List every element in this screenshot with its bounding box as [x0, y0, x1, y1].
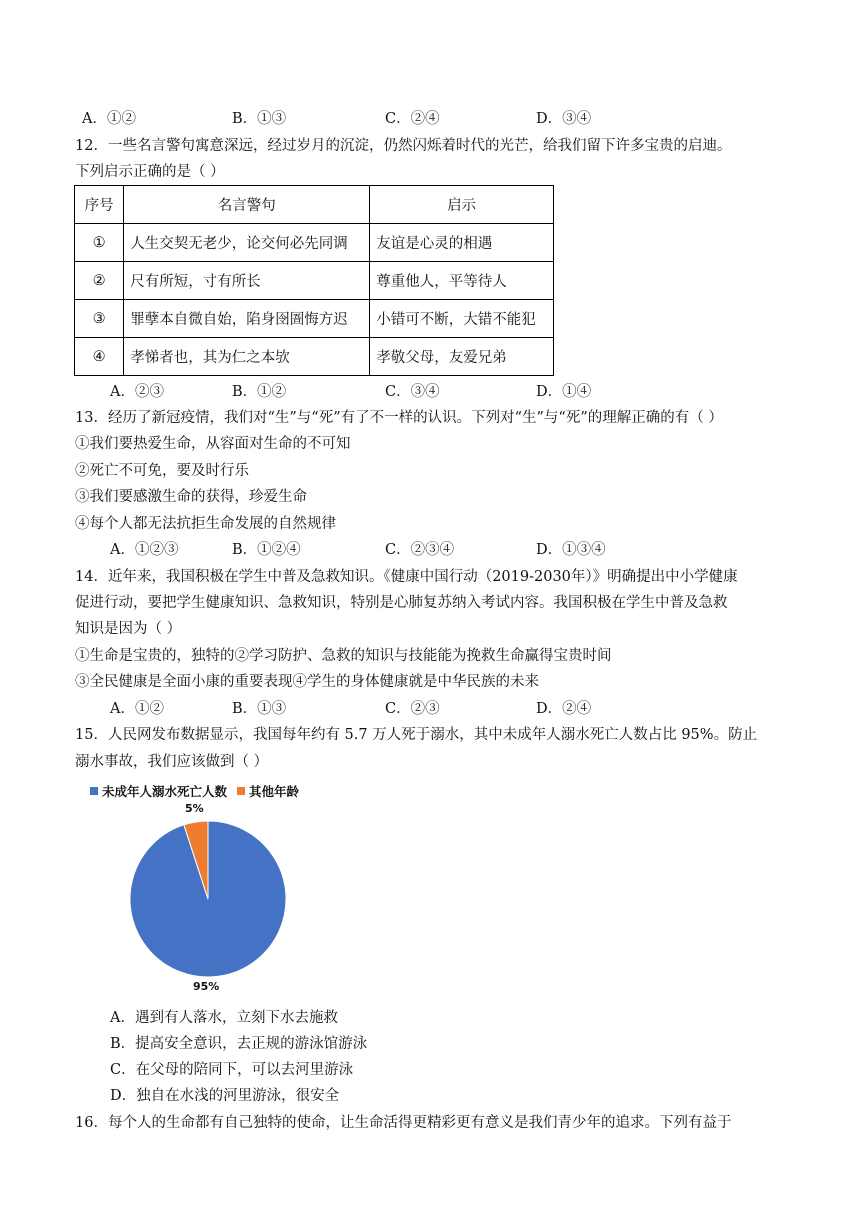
q13-item-1: ①我们要热爱生命，从容面对生命的不可知	[75, 436, 351, 452]
table-cell: 友谊是心灵的相遇	[370, 224, 554, 262]
table-row	[75, 224, 554, 262]
table-cell: 小错可不断，大错不能犯	[370, 300, 554, 338]
table-cell: ②	[75, 262, 124, 300]
header-cell: 名言警句	[124, 186, 370, 224]
q13-option-a: A．①②③	[110, 542, 179, 558]
q13-item-3: ③我们要感激生命的获得，珍爱生命	[75, 489, 307, 505]
q11-option-a: A．①②	[82, 111, 136, 127]
table-cell: ①	[75, 224, 124, 262]
q13-item-2: ②死亡不可免，要及时行乐	[75, 463, 249, 479]
table-cell: 尺有所短，寸有所长	[124, 262, 370, 300]
q12-option-d: D．①④	[536, 384, 592, 400]
q12-option-a: A．②③	[110, 384, 164, 400]
table-row	[75, 338, 554, 376]
q12-stem-line2: 下列启示正确的是（ ）	[75, 164, 225, 180]
q13-option-c: C．②③④	[385, 542, 455, 558]
q11-option-c: C．②④	[385, 111, 440, 127]
q14-item-2: ③全民健康是全面小康的重要表现④学生的身体健康就是中华民族的未来	[75, 674, 539, 690]
table-cell: ③	[75, 300, 124, 338]
table-cell: 尊重他人，平等待人	[370, 262, 554, 300]
q11-option-b: B．①③	[232, 111, 287, 127]
q11-option-d: D．③④	[536, 111, 592, 127]
q15-option-d: D．独自在水浅的河里游泳，很安全	[110, 1088, 340, 1104]
q12-table	[74, 185, 554, 376]
q15-option-c: C．在父母的陪同下，可以去河里游泳	[110, 1062, 354, 1078]
q12-stem-line1: 12．一些名言警句寓意深远，经过岁月的沉淀，仍然闪烁着时代的光芒，给我们留下许多宝贵的启迪。	[75, 138, 732, 154]
q14-stem-line1: 14．近年来，我国积极在学生中普及急救知识。《健康中国行动（2019-2030年）》明确提出中小学健康	[75, 569, 738, 585]
q13-item-4: ④每个人都无法抗拒生命发展的自然规律	[75, 516, 336, 532]
q14-stem-line2: 促进行动，要把学生健康知识、急救知识，特别是心肺复苏纳入考试内容。我国积极在学生中普及急救	[75, 595, 728, 611]
table-cell: ④	[75, 338, 124, 376]
q12-option-b: B．①②	[232, 384, 287, 400]
legend-label-others: 其他年龄	[249, 784, 300, 799]
data-label-others: 5%	[185, 802, 204, 815]
q14-option-b: B．①③	[232, 701, 287, 717]
q13-option-d: D．①③④	[536, 542, 606, 558]
data-label-minors: 95%	[193, 980, 220, 993]
q14-stem-line3: 知识是因为（ ）	[75, 621, 182, 637]
q13-option-b: B．①②④	[232, 542, 301, 558]
header-cell: 启示	[370, 186, 554, 224]
table-cell: 孝悌者也，其为仁之本欤	[124, 338, 370, 376]
q14-option-d: D．②④	[536, 701, 592, 717]
q16-stem-line1: 16．每个人的生命都有自己独特的使命，让生命活得更精彩更有意义是我们青少年的追求。下列有益于	[75, 1115, 732, 1131]
legend-swatch-others	[237, 787, 245, 795]
pie-slice-others	[184, 821, 208, 899]
q14-option-a: A．①②	[110, 701, 164, 717]
pie-slice-minors	[130, 821, 286, 977]
q15-stem-line2: 溺水事故，我们应该做到（ ）	[75, 754, 269, 770]
chart-legend	[90, 782, 299, 800]
table-row	[75, 262, 554, 300]
table-cell: 人生交契无老少，论交何必先同调	[124, 224, 370, 262]
legend-label-minors: 未成年人溺水死亡人数	[102, 784, 228, 799]
table-cell: 孝敬父母，友爱兄弟	[370, 338, 554, 376]
q13-stem: 13．经历了新冠疫情，我们对“生”与“死”有了不一样的认识。下列对“生”与“死”的理解正确的有（ ）	[75, 410, 723, 426]
q15-stem-line1: 15．人民网发布数据显示，我国每年约有 5.7 万人死于溺水，其中未成年人溺水死亡人数占比 95%。防止	[75, 727, 758, 743]
q15-option-a: A．遇到有人落水，立刻下水去施救	[110, 1010, 338, 1026]
q15-option-b: B．提高安全意识，去正规的游泳馆游泳	[110, 1036, 368, 1052]
table-cell: 罪孽本自微自始，陷身囹圄悔方迟	[124, 300, 370, 338]
q14-option-c: C．②③	[385, 701, 440, 717]
table-header-row	[75, 186, 554, 224]
q14-item-1: ①生命是宝贵的，独特的②学习防护、急救的知识与技能能为挽救生命赢得宝贵时间	[75, 648, 612, 664]
table-row	[75, 300, 554, 338]
q12-option-c: C．③④	[385, 384, 440, 400]
header-cell: 序号	[75, 186, 124, 224]
legend-swatch-minors	[90, 787, 98, 795]
